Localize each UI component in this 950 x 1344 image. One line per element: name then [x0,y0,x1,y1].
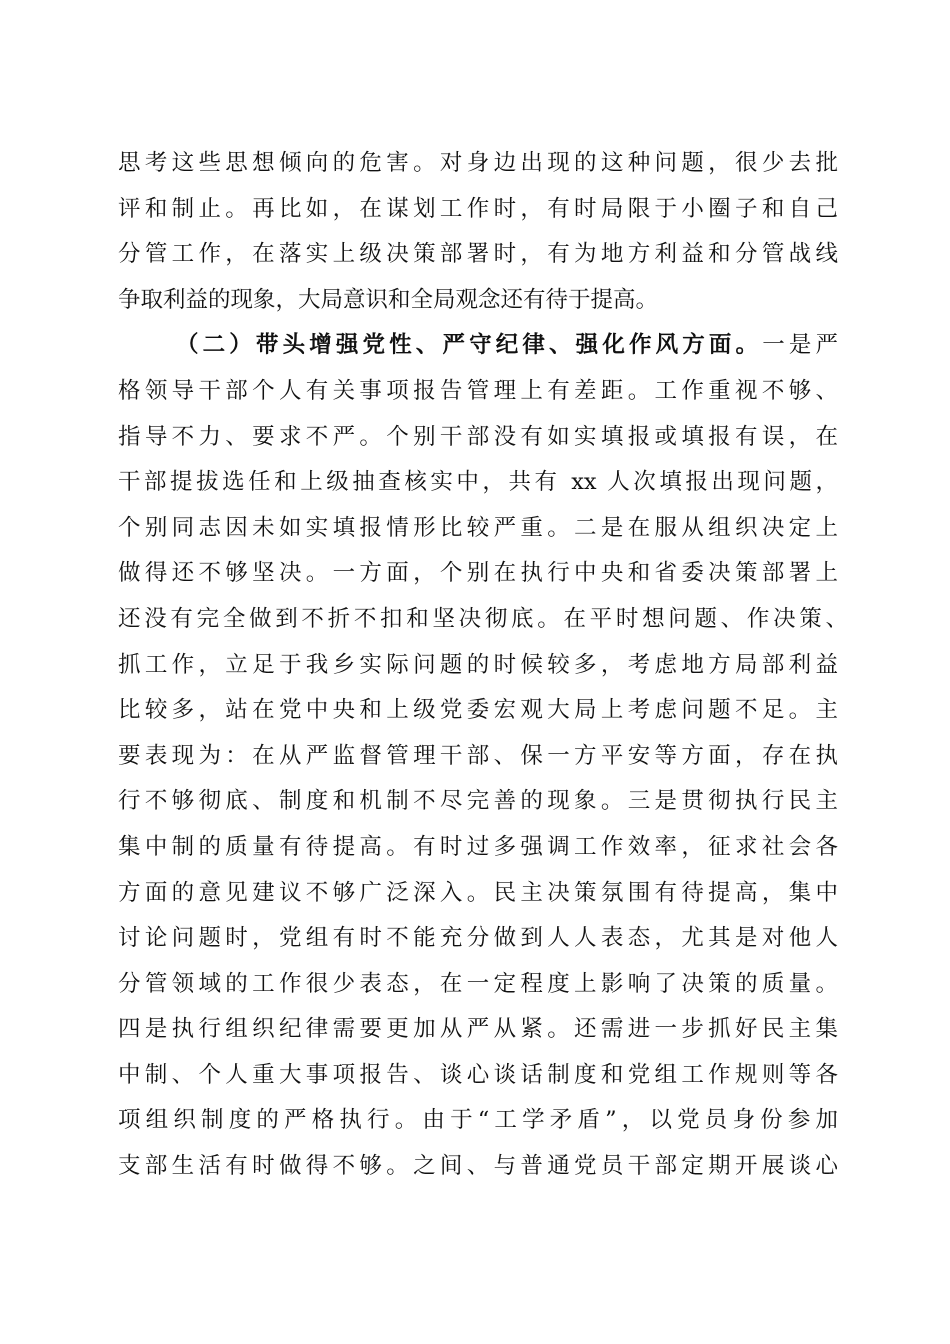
section-heading: （二）带头增强党性、严守纪律、强化作风方面。 [176,332,763,359]
text-line: 格领导干部个人有关事项报告管理上有差距。工作重视不够、 [118,377,838,404]
text-line: 还没有完全做到不折不扣和坚决彻底。在平时想问题、作决策、 [118,605,848,632]
text-line: 四是执行组织纪律需要更加从严从紧。还需进一步抓好民主集 [118,1016,838,1043]
text-fragment: 一是严 [762,332,838,359]
text-line: 抓工作，立足于我乡实际问题的时候较多，考虑地方局部利益 [118,651,838,678]
text-line: 分管工作，在落实上级决策部署时，有为地方利益和分管战线 [118,241,838,268]
text-line: 集中制的质量有待提高。有时过多强调工作效率，征求社会各 [118,833,838,860]
text-line: 分管领域的工作很少表态，在一定程度上影响了决策的质量。 [118,970,838,997]
text-line: 做得还不够坚决。一方面，个别在执行中央和省委决策部署上 [118,560,838,587]
text-line: 评和制止。再比如，在谋划工作时，有时局限于小圈子和自己 [118,195,838,222]
text-line: 干部提拔选任和上级抽查核实中，共有 xx 人次填报出现问题， [118,469,838,496]
text-line: 要表现为：在从严监督管理干部、保一方平安等方面，存在执 [118,742,838,769]
text-line: 中制、个人重大事项报告、谈心谈话制度和党组工作规则等各 [118,1061,838,1088]
text-line: 项组织制度的严格执行。由于“工学矛盾”，以党员身份参加 [118,1107,838,1134]
text-line: 思考这些思想倾向的危害。对身边出现的这种问题，很少去批 [118,150,838,176]
text-line: 指导不力、要求不严。个别干部没有如实填报或填报有误，在 [118,423,838,450]
body-text [118,141,848,1190]
text-line: 讨论问题时，党组有时不能充分做到人人表态，尤其是对他人 [118,925,838,952]
text-line: 方面的意见建议不够广泛深入。民主决策氛围有待提高，集中 [118,879,838,906]
text-line: 个别同志因未如实填报情形比较严重。二是在服从组织决定上 [118,514,838,541]
text-line: 行不够彻底、制度和机制不尽完善的现象。三是贯彻执行民主 [118,788,838,815]
text-line: 支部生活有时做得不够。之间、与普通党员干部定期开展谈心 [118,1153,838,1180]
text-line: 争取利益的现象，大局意识和全局观念还有待于提高。 [118,286,659,313]
text-line: 比较多，站在党中央和上级党委宏观大局上考虑问题不足。主 [118,697,838,724]
section-heading-line [118,323,838,369]
